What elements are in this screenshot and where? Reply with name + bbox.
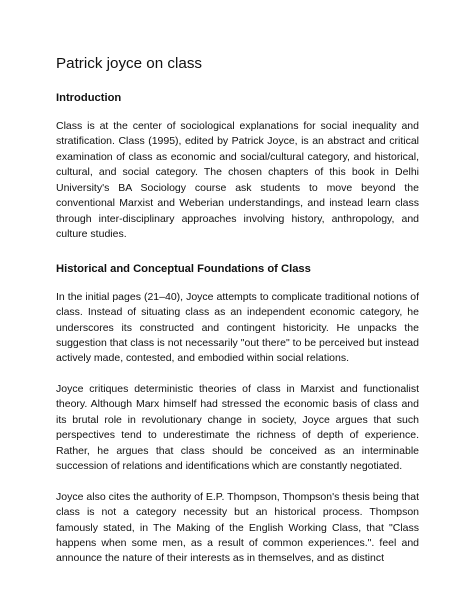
section-heading-introduction: Introduction [56, 92, 122, 104]
paragraph: Joyce critiques deterministic theories of class in Marxist and functionalist theory. Although Marx himself had stressed the economic basis of class and its brutal role in revolutionary change in society, Joyce argues that such perspectives tend to underestimate the richness of depth of experience. Rather, he argues that class should be conceived as an interminable succession of relations and identifications which are constantly negotiated. [56, 382, 419, 473]
paragraph: Class is at the center of sociological explanations for social inequality and stratification. Class (1995), edited by Patrick Joyce, is an abstract and critical examination of class as economic and social/cultural category, and historical, cultural, and social category. The chosen chapters of this book in Delhi University's BA Sociology course ask students to move beyond the conventional Marxist and Weberian understandings, and instead learn class through inter-disciplinary approaches involving history, anthropology, and culture studies. [56, 120, 419, 241]
document-page [56, 54, 419, 567]
document-title: Patrick joyce on class [56, 55, 203, 72]
section-historical-foundations [56, 262, 419, 567]
section-introduction [56, 91, 419, 243]
paragraph: In the initial pages (21–40), Joyce attempts to complicate traditional notions of class. Instead of situating class as an independent economic category, he underscores its constructed and contingent historicity. He unpacks the suggestion that class is not necessarily "out there" to be perceived but instead actively made, contested, and embodied within social relations. [56, 290, 419, 365]
section-heading-historical-foundations: Historical and Conceptual Foundations of Class [56, 262, 311, 275]
paragraph: Joyce also cites the authority of E.P. Thompson, Thompson's thesis being that class is not a category necessity but an historical process. Thompson famously stated, in The Making of the English Working Class, that "Class happens when some men, as a result of common experiences.". feel and announce the nature of their interests as in themselves, and as distinct [56, 490, 419, 565]
